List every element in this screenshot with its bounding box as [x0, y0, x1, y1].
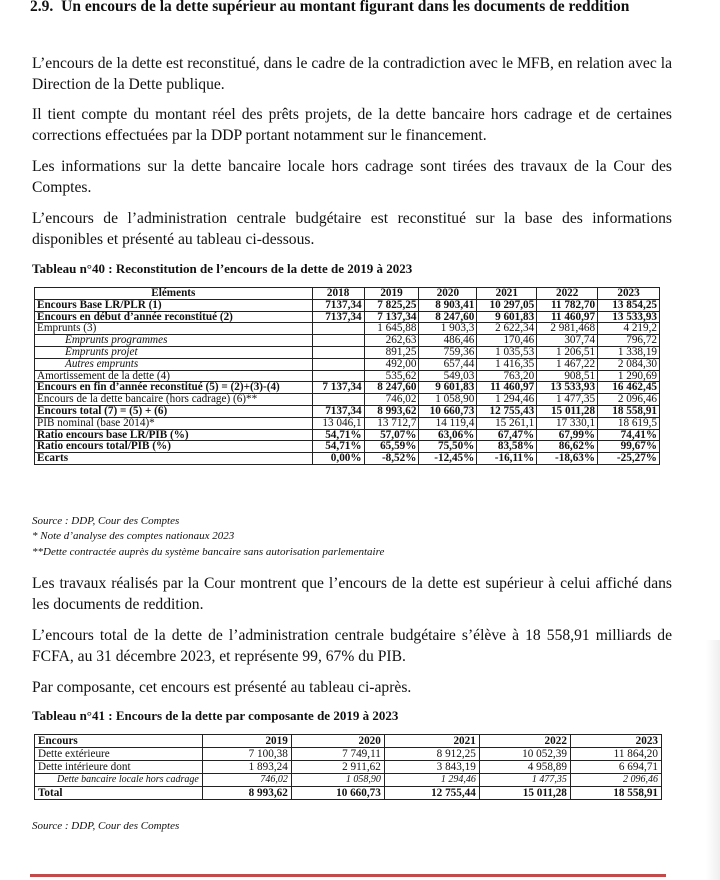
table41-header: 2023	[570, 735, 661, 748]
paragraph: Les travaux réalisés par la Cour montrent que l’encours de la dette est supérieur à celui affiché dans les documents de reddition.	[32, 575, 672, 613]
table41-body	[35, 748, 662, 800]
table40-header: 2018	[312, 288, 364, 300]
table-cell: 8 993,62	[364, 405, 419, 417]
table-41	[34, 734, 662, 800]
row-label: Emprunts (3)	[35, 323, 313, 335]
table-cell: 11 864,20	[570, 748, 661, 761]
table-cell: 65,59%	[364, 441, 419, 453]
table-row	[35, 311, 660, 323]
table-cell: 1 477,35	[537, 394, 598, 406]
table-row	[35, 358, 660, 370]
table40-header: 2020	[419, 288, 477, 300]
table-cell: 1 416,35	[477, 358, 537, 370]
table-cell: 16 462,45	[598, 382, 660, 394]
table-cell: 7137,34	[312, 405, 364, 417]
paragraph: Les informations sur la dette bancaire locale hors cadrage sont tirées des travaux de la Cour des Comptes.	[32, 158, 672, 196]
table-cell: 908,51	[537, 370, 598, 382]
table40-note: * Note d’analyse des comptes nationaux 2023	[32, 530, 235, 542]
table-cell: 57,07%	[364, 429, 419, 441]
table-cell: 10 297,05	[477, 299, 537, 311]
section-number: 2.9.	[30, 0, 54, 15]
row-label: Emprunts programmes	[35, 335, 313, 347]
table40-header: 2023	[598, 288, 660, 300]
paragraph: L’encours de l’administration centrale budgétaire est reconstitué sur la base des informations disponibles et présenté au tableau ci-dessous.	[32, 210, 672, 248]
table-cell: 10 660,73	[419, 405, 477, 417]
table41-header-row	[35, 735, 662, 748]
table-row	[35, 453, 660, 465]
table-cell: 891,25	[364, 346, 419, 358]
table-cell: 2 911,62	[291, 761, 384, 774]
table-cell: 13 533,93	[598, 311, 660, 323]
table-cell: 1 893,24	[202, 761, 291, 774]
table40-note: **Dette contractée auprès du système bancaire sans autorisation parlementaire	[32, 546, 385, 558]
table-row	[35, 787, 662, 800]
table-cell	[312, 370, 364, 382]
table-row	[35, 323, 660, 335]
table-row	[35, 299, 660, 311]
table-40	[34, 287, 660, 465]
table-cell: -18,63%	[537, 453, 598, 465]
section-heading	[30, 0, 690, 17]
table-cell: 10 052,39	[479, 748, 570, 761]
row-label: Emprunts projet	[35, 346, 313, 358]
table-cell: 0,00%	[312, 453, 364, 465]
table-cell: 18 619,5	[598, 417, 660, 429]
table-cell: 12 755,44	[384, 787, 479, 800]
row-label: Ratio encours base LR/PIB (%)	[35, 429, 313, 441]
table-cell: 2 622,34	[477, 323, 537, 335]
table-cell: 10 660,73	[291, 787, 384, 800]
row-label: Amortissement de la dette (4)	[35, 370, 313, 382]
table-cell: 2 096,46	[570, 774, 661, 787]
table-cell: 1 477,35	[479, 774, 570, 787]
row-label: Encours en fin d’année reconstitué (5) = (2)+(3)-(4)	[35, 382, 313, 394]
table-row	[35, 441, 660, 453]
table-row	[35, 429, 660, 441]
table-cell: 9 601,83	[477, 311, 537, 323]
table-cell: 4 958,89	[479, 761, 570, 774]
table-cell	[312, 358, 364, 370]
row-label: Encours Base LR/PLR (1)	[35, 299, 313, 311]
table-cell: 63,06%	[419, 429, 477, 441]
table-cell: 18 558,91	[570, 787, 661, 800]
table-cell: 535,62	[364, 370, 419, 382]
table40-header: 2022	[537, 288, 598, 300]
row-label: PIB nominal (base 2014)*	[35, 417, 313, 429]
row-label: Encours en début d’année reconstitué (2)	[35, 311, 313, 323]
table-cell: 1 058,90	[291, 774, 384, 787]
table41-header: 2021	[384, 735, 479, 748]
table-cell: 13 046,1	[312, 417, 364, 429]
table-cell: 759,36	[419, 346, 477, 358]
table-cell: 75,50%	[419, 441, 477, 453]
table-cell: 746,02	[364, 394, 419, 406]
table-cell: 18 558,91	[598, 405, 660, 417]
table-cell: 492,00	[364, 358, 419, 370]
table-cell: 8 247,60	[364, 382, 419, 394]
table-cell: 12 755,43	[477, 405, 537, 417]
table-cell: 7137,34	[312, 299, 364, 311]
table40-header-row	[35, 288, 660, 300]
row-label: Dette bancaire locale hors cadrage	[35, 774, 203, 787]
table-cell: 86,62%	[537, 441, 598, 453]
row-label: Ecarts	[35, 453, 313, 465]
table-cell: -25,27%	[598, 453, 660, 465]
table-cell: 17 330,1	[537, 417, 598, 429]
table-cell: 8 993,62	[202, 787, 291, 800]
table-cell: 99,67%	[598, 441, 660, 453]
row-label: Encours de la dette bancaire (hors cadrage) (6)**	[35, 394, 313, 406]
table-cell: 13 712,7	[364, 417, 419, 429]
table40-caption: Tableau n°40 : Reconstitution de l’encours de la dette de 2019 à 2023	[32, 261, 413, 276]
table-cell: 2 084,30	[598, 358, 660, 370]
table-cell: 170,46	[477, 335, 537, 347]
table-cell: 1 290,69	[598, 370, 660, 382]
table-cell: 7 137,34	[312, 382, 364, 394]
table-cell: 763,20	[477, 370, 537, 382]
table-cell: 7 749,11	[291, 748, 384, 761]
table-row	[35, 382, 660, 394]
table-cell: 7 825,25	[364, 299, 419, 311]
table-cell: 2 096,46	[598, 394, 660, 406]
table-row	[35, 761, 662, 774]
table41-header: Encours	[35, 735, 203, 748]
section-title-text: Un encours de la dette supérieur au montant figurant dans les documents de reddition	[61, 0, 630, 15]
table-cell: -16,11%	[477, 453, 537, 465]
table-cell	[312, 335, 364, 347]
row-label: Encours total (7) = (5) + (6)	[35, 405, 313, 417]
table41-header: 2022	[479, 735, 570, 748]
table-cell: 8 912,25	[384, 748, 479, 761]
paragraph: Par composante, cet encours est présenté au tableau ci-après.	[32, 679, 412, 696]
table-cell: 54,71%	[312, 429, 364, 441]
table-row	[35, 394, 660, 406]
table-cell: 1 206,51	[537, 346, 598, 358]
table-cell: 54,71%	[312, 441, 364, 453]
table-cell: 67,99%	[537, 429, 598, 441]
table-cell	[312, 323, 364, 335]
table40-header: 2019	[364, 288, 419, 300]
table-cell: 1 035,53	[477, 346, 537, 358]
table40-header: 2021	[477, 288, 537, 300]
table-cell: 74,41%	[598, 429, 660, 441]
row-label: Ratio encours total/PIB (%)	[35, 441, 313, 453]
page-curl-shadow	[706, 640, 720, 880]
paragraph: L’encours total de la dette de l’administration centrale budgétaire s’élève à 18 558,91 milliards de FCFA, au 31 décembre 2023, et représente 99, 67% du PIB.	[32, 627, 672, 665]
table-cell: 83,58%	[477, 441, 537, 453]
table-cell: 13 533,93	[537, 382, 598, 394]
table-cell: 15 261,1	[477, 417, 537, 429]
table-cell: 4 219,2	[598, 323, 660, 335]
table-cell: 67,47%	[477, 429, 537, 441]
table-cell: 1 645,88	[364, 323, 419, 335]
table-cell: 15 011,28	[479, 787, 570, 800]
table-cell: 549,03	[419, 370, 477, 382]
table-row	[35, 335, 660, 347]
table-cell: 657,44	[419, 358, 477, 370]
table-cell	[312, 346, 364, 358]
paragraph: Il tient compte du montant réel des prêts projets, de la dette bancaire hors cadrage et de certaines corrections effectuées par la DDP portant notamment sur le financement.	[32, 106, 672, 144]
table-row	[35, 346, 660, 358]
table-cell: 3 843,19	[384, 761, 479, 774]
footer-rule	[30, 874, 666, 877]
paragraph: L’encours de la dette est reconstitué, dans le cadre de la contradiction avec le MFB, en relation avec la Direction de la Dette publique.	[32, 55, 672, 93]
table-row	[35, 370, 660, 382]
table-cell: 14 119,4	[419, 417, 477, 429]
table-cell: 1 903,3	[419, 323, 477, 335]
table41-caption: Tableau n°41 : Encours de la dette par composante de 2019 à 2023	[32, 708, 399, 723]
table-cell: 13 854,25	[598, 299, 660, 311]
table-cell: 11 460,97	[537, 311, 598, 323]
table-cell: 6 694,71	[570, 761, 661, 774]
table-cell: 1 294,46	[384, 774, 479, 787]
row-label: Dette extérieure	[35, 748, 203, 761]
table-cell: 796,72	[598, 335, 660, 347]
table40-header: Eléments	[35, 288, 313, 300]
table-row	[35, 748, 662, 761]
table-cell: 11 460,97	[477, 382, 537, 394]
table-cell: 11 782,70	[537, 299, 598, 311]
table-row	[35, 405, 660, 417]
row-label: Total	[35, 787, 203, 800]
table-cell: 2 981,468	[537, 323, 598, 335]
table-cell: 9 601,83	[419, 382, 477, 394]
row-label: Dette intérieure dont	[35, 761, 203, 774]
table-row	[35, 774, 662, 787]
table40-source: Source : DDP, Cour des Comptes	[32, 515, 180, 527]
table-cell: -8,52%	[364, 453, 419, 465]
table41-source: Source : DDP, Cour des Comptes	[32, 820, 180, 832]
table-cell: 746,02	[202, 774, 291, 787]
row-label: Autres emprunts	[35, 358, 313, 370]
table-cell: 15 011,28	[537, 405, 598, 417]
table-cell: 262,63	[364, 335, 419, 347]
table-cell: 486,46	[419, 335, 477, 347]
table-cell: 1 338,19	[598, 346, 660, 358]
table-cell: 8 903,41	[419, 299, 477, 311]
table41-header: 2019	[202, 735, 291, 748]
table-cell: 1 058,90	[419, 394, 477, 406]
table-cell: 1 294,46	[477, 394, 537, 406]
table-cell: 7137,34	[312, 311, 364, 323]
table-cell: 8 247,60	[419, 311, 477, 323]
table-cell: 7 100,38	[202, 748, 291, 761]
table-cell: 1 467,22	[537, 358, 598, 370]
table40-body	[35, 299, 660, 464]
table-row	[35, 417, 660, 429]
table-cell	[312, 394, 364, 406]
table-cell: 7 137,34	[364, 311, 419, 323]
table-cell: -12,45%	[419, 453, 477, 465]
table-cell: 307,74	[537, 335, 598, 347]
table41-header: 2020	[291, 735, 384, 748]
